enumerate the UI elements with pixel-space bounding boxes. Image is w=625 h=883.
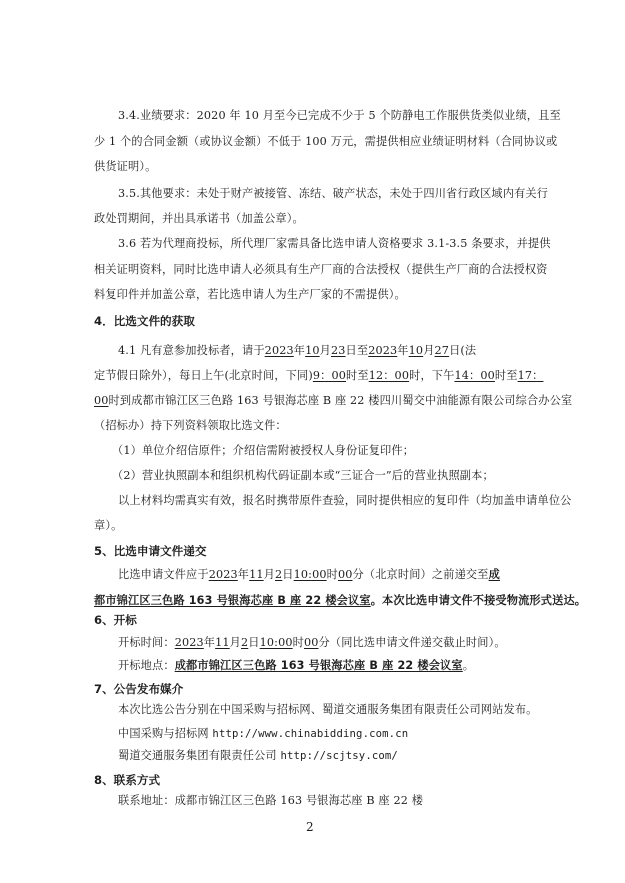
chinabidding-link[interactable]: http://www.chinabidding.com.cn [212, 728, 409, 740]
s34-line2: 少 1 个的合同金额（或协议金额）不低于 100 万元，需提供相应业绩证明材料（合同协议或 [94, 135, 558, 148]
end-month: 10 [408, 344, 424, 357]
open-time: 10:00 [259, 636, 293, 649]
section-6-heading: 6、开标 [94, 613, 137, 627]
sec4-line4: （招标办）持下列资料领取比选文件： [94, 419, 287, 432]
pm-end-minutes: 00 [94, 394, 109, 407]
sec5-line2: 都市锦江区三色路 163 号银海芯座 B 座 22 楼会议室。本次比选申请文件不接受物流形式送达。 [94, 594, 587, 607]
scjtsy-link[interactable]: http://scjtsy.com/ [280, 750, 398, 762]
pm-end: 17： [517, 369, 544, 382]
sec4-line2: 定节假日除外），每日上午(北京时间，下同)9：00时至12：00时，下午14：00时至17： [94, 369, 544, 382]
submit-day: 2 [275, 568, 283, 581]
section-5-heading: 5、比选申请文件递交 [94, 544, 207, 558]
start-year: 2023 [264, 344, 294, 357]
end-day: 27 [434, 344, 450, 357]
submit-minute: 00 [337, 568, 353, 581]
sec4-line1: 4.1 凡有意参加投标者，请于2023年10月23日至2023年10月27日(法 [118, 344, 477, 357]
sec7-line3: 蜀道交通服务集团有限责任公司 http://scjtsy.com/ [118, 749, 398, 762]
sec4-note2: 章）。 [94, 519, 123, 532]
submit-month: 11 [249, 568, 264, 581]
sec4-item2: （2）营业执照副本和组织机构代码证副本或“三证合一”后的营业执照副本； [112, 469, 494, 482]
sec4-line3: 00时到成都市锦江区三色路 163 号银海芯座 B 座 22 楼四川蜀交中油能源有限公司综合办公室 [94, 394, 573, 407]
am-end: 12：00 [368, 369, 410, 382]
sec7-line2: 中国采购与招标网 http://www.chinabidding.com.cn [118, 727, 409, 740]
s35-line1: 3.5.其他要求：未处于财产被接管、冻结、破产状态，未处于四川省行政区域内有关行 [118, 187, 549, 200]
am-start: 9：00 [312, 369, 346, 382]
open-month: 11 [215, 636, 230, 649]
s34-line1: 3.4.业绩要求：2020 年 10 月至今已完成不少于 5 个防静电工作服供货类似业绩，且至 [118, 109, 561, 122]
sec7-line1: 本次比选公告分别在中国采购与招标网、蜀道交通服务集团有限责任公司网站发布。 [118, 703, 538, 716]
s36-line3: 料复印件并加盖公章，若比选申请人为生产厂家的不需提供）。 [94, 288, 406, 301]
open-location: 成都市锦江区三色路 163 号银海芯座 B 座 22 楼会议室 [174, 659, 463, 672]
sec4-item1: （1）单位介绍信原件；介绍信需附被授权人身份证复印件； [112, 444, 415, 457]
open-day: 2 [241, 636, 249, 649]
pm-start: 14：00 [454, 369, 495, 382]
start-month: 10 [305, 344, 320, 357]
submit-year: 2023 [208, 568, 238, 581]
section-7-heading: 7、公告发布媒介 [94, 682, 184, 696]
sec8-line1: 联系地址：成都市锦江区三色路 163 号银海芯座 B 座 22 楼 [118, 794, 424, 807]
start-day: 23 [330, 344, 346, 357]
open-minute: 00 [303, 636, 319, 649]
s36-line2: 相关证明资料，同时比选申请人必须具有生产厂商的合法授权（提供生产厂商的合法授权资 [94, 263, 548, 276]
section-4-heading: 4．比选文件的获取 [94, 314, 195, 328]
s35-line2: 政处罚期间，并出具承诺书（加盖公章）。 [94, 212, 304, 225]
submit-time: 10:00 [293, 568, 327, 581]
sec6-line1: 开标时间：2023年11月2日10:00时00分（同比选申请文件递交截止时间）。 [118, 636, 506, 649]
section-8-heading: 8、联系方式 [94, 773, 161, 787]
s36-line1: 3.6 若为代理商投标，所代理厂家需具备比选申请人资格要求 3.1-3.5 条要求，并提供 [118, 237, 551, 250]
page-number: 2 [306, 820, 314, 834]
sec4-note1: 以上材料均需真实有效，报名时携带原件查验，同时提供相应的复印件（均加盖申请单位公 [118, 494, 572, 507]
s34-line3: 供货证明）。 [94, 160, 157, 173]
open-year: 2023 [174, 636, 204, 649]
end-year: 2023 [368, 344, 398, 357]
sec6-line2: 开标地点：成都市锦江区三色路 163 号银海芯座 B 座 22 楼会议室。 [118, 659, 475, 672]
submit-location: 都市锦江区三色路 163 号银海芯座 B 座 22 楼会议室 [94, 594, 371, 607]
sec5-line1: 比选申请文件应于2023年11月2日10:00时00分（北京时间）之前递交至成 [118, 568, 500, 581]
